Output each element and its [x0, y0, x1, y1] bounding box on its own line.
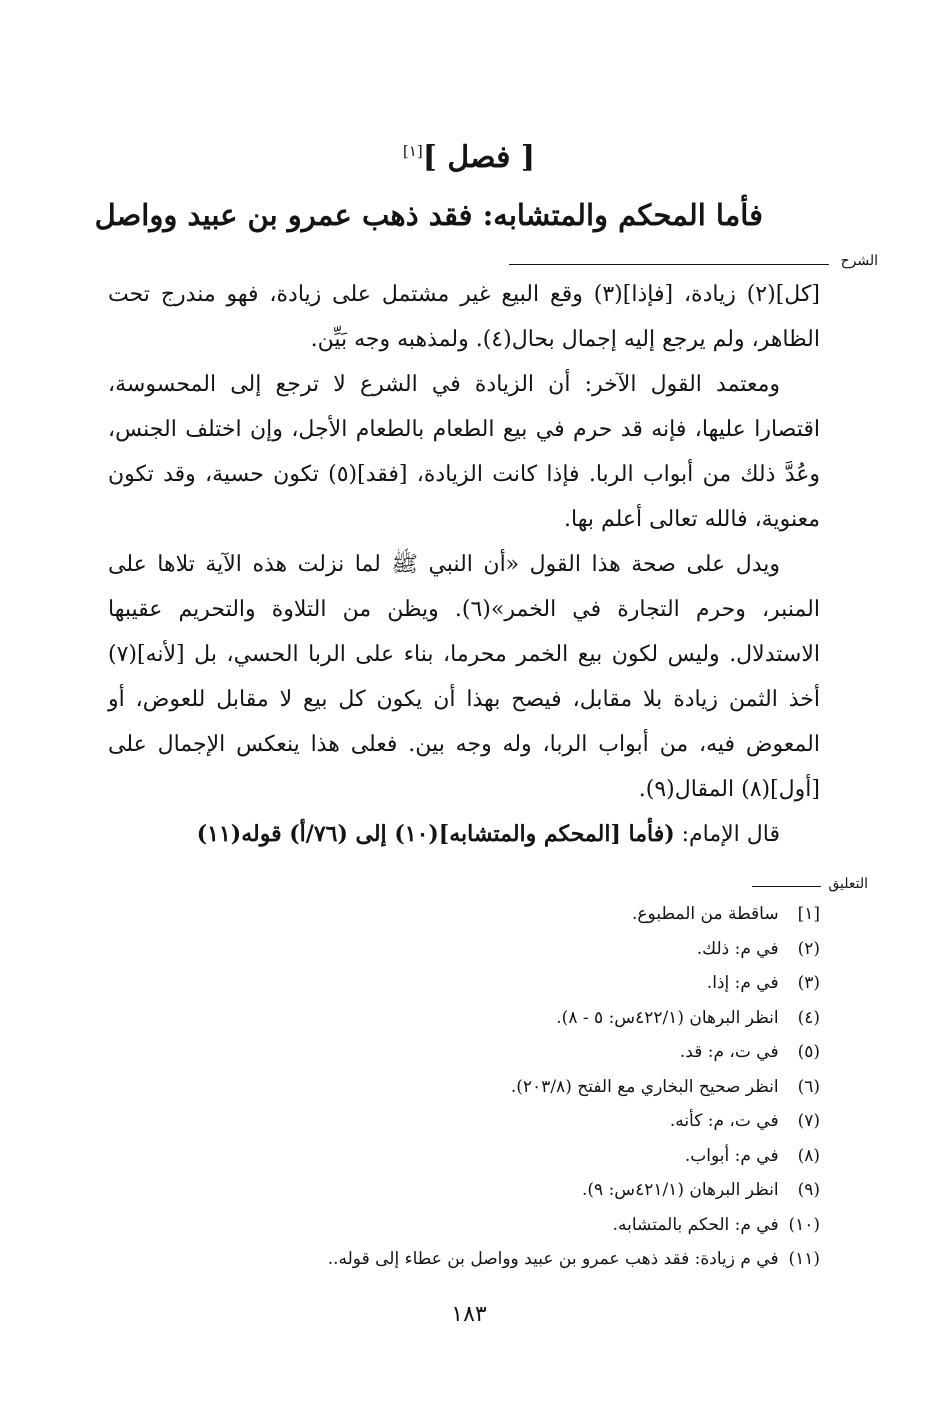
footnote-number: (٦): [797, 1076, 820, 1097]
footnote-text: في م: أبواب.: [684, 1145, 779, 1166]
footnote-number: (٧): [797, 1111, 820, 1131]
footnote-text: في م زيادة: فقد ذهب عمرو بن عبيد وواصل بن عطاء إلى قوله..: [327, 1249, 779, 1269]
footnote-text: في ت، م: قد.: [679, 1042, 779, 1062]
commentary-paragraph-4: [108, 812, 820, 857]
footnote-item: [120, 1173, 820, 1208]
taliq-divider: [752, 886, 821, 887]
footnote-text: انظر صحيح البخاري مع الفتح (٢٠٣/٨).: [510, 1076, 779, 1097]
footnote-number: (٢): [797, 938, 820, 959]
footnote-item: [120, 966, 820, 1001]
footnote-item: [120, 1001, 820, 1036]
footnote-text: انظر البرهان (٤٢١/١س: ٩).: [581, 1180, 779, 1200]
footnote-number: (٤): [797, 1007, 820, 1028]
footnote-number: (١٠): [788, 1214, 820, 1235]
footnote-text: في م: ذلك.: [696, 938, 779, 959]
sharh-divider: [509, 264, 829, 265]
footnote-number: (١١): [788, 1249, 820, 1269]
footnotes: [120, 897, 820, 1277]
footnote-number: (٥): [797, 1042, 820, 1062]
commentary-paragraph-3: ويدل على صحة هذا القول «أن النبي ﷺ لما نزلت هذه الآية تلاها على المنبر، وحرم التجارة في الخمر»(٦). ويظن من التلاوة والتحريم عقيبها الاستدلال. وليس لكون بيع الخمر محرما، بناء على الربا الحسي، بل [لأنه](٧) أخذ الثمن زيادة بلا مقابل، فيصح بهذا أن يكون كل بيع لا مقابل للعوض، أو المعوض فيه، من أبواب الربا، وله وجه بين. فعلى هذا ينعكس الإجمال على [أول](٨) المقال(٩).: [108, 552, 820, 802]
footnote-text: انظر البرهان (٤٢٢/١س: ٥ - ٨).: [556, 1007, 779, 1028]
footnote-text: في م: إذا.: [706, 973, 779, 993]
section-title-text: [ فصل ]: [422, 140, 536, 175]
footnote-text: في م: الحكم بالمتشابه.: [612, 1214, 779, 1235]
imam-quote: (فأما [المحكم والمتشابه](١٠) إلى (٧٦/أ) قوله(١١): [196, 821, 675, 847]
footnote-item: [120, 1208, 820, 1243]
footnote-item: [120, 1104, 820, 1139]
page-number: ١٨٣: [451, 1302, 487, 1327]
footnote-text: في ت، م: كأنه.: [669, 1111, 779, 1131]
footnote-item: [120, 932, 820, 967]
footnote-item: [120, 1139, 820, 1174]
footnote-text: ساقطة من المطبوع.: [631, 904, 779, 924]
main-heading: فأما المحكم والمتشابه: فقد ذهب عمرو بن عبيد وواصل: [94, 198, 763, 232]
footnote-item: [120, 897, 820, 932]
footnote-item: [120, 1070, 820, 1105]
footnote-number: [١]: [797, 904, 820, 924]
imam-prefix: قال الإمام:: [674, 822, 780, 847]
commentary-body: [108, 272, 820, 857]
footnote-item: [120, 1035, 820, 1070]
footnote-item: [120, 1242, 820, 1277]
footnote-number: (٣): [797, 973, 820, 993]
footnote-number: (٨): [797, 1145, 820, 1166]
commentary-paragraph-2: ومعتمد القول الآخر: أن الزيادة في الشرع لا ترجع إلى المحسوسة، اقتصارا عليها، فإنه قد حرم في بيع الطعام بالطعام الأجل، وإن اختلف الجنس، وعُدَّ ذلك من أبواب الربا. فإذا كانت الزيادة، [فقد](٥) تكون حسية، وقد تكون معنوية، فالله تعالى أعلم بها.: [108, 372, 820, 532]
section-title: [0, 140, 938, 175]
section-title-note: [١]: [402, 142, 423, 160]
footnote-number: (٩): [797, 1180, 820, 1200]
sharh-label: الشرح: [840, 253, 878, 269]
taliq-label: التعليق: [828, 876, 868, 892]
commentary-paragraph-1: [كل](٢) زيادة، [فإذا](٣) وقع البيع غير مشتمل على زيادة، فهو مندرج تحت الظاهر، ولم يرجع إليه إجمال بحال(٤). ولمذهبه وجه بَيِّن.: [108, 282, 821, 352]
